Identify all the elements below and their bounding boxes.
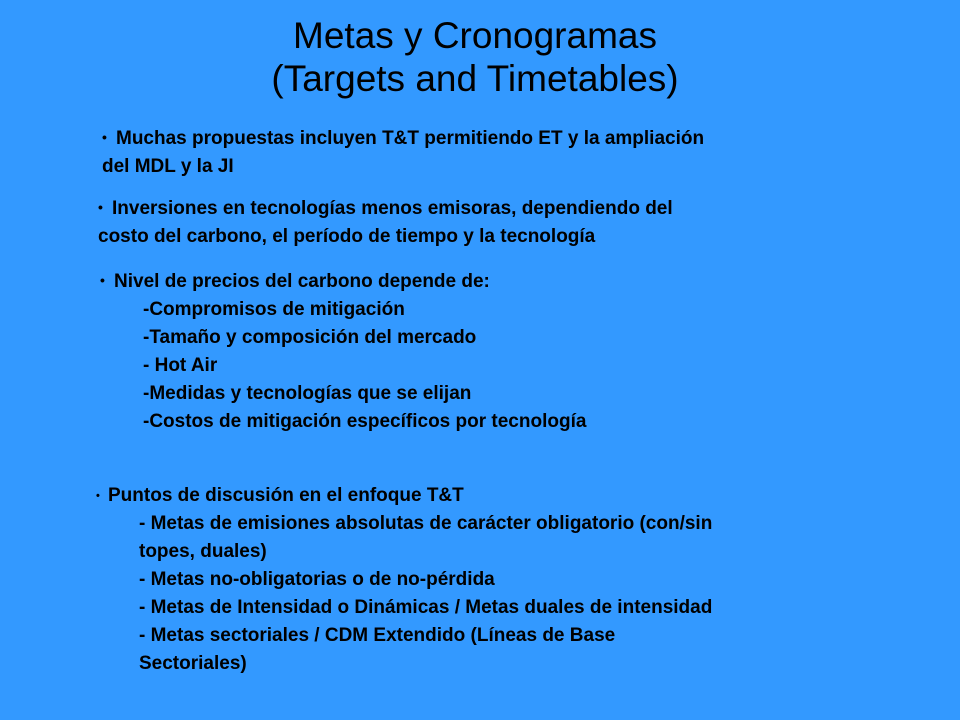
point-4-item: - Metas de emisiones absolutas de carácter obligatorio (con/sin	[139, 513, 713, 534]
slide-title	[0, 14, 960, 100]
bullet-point-4	[96, 482, 896, 678]
point-4-item: - Metas sectoriales / CDM Extendido (Líneas de Base	[139, 625, 616, 646]
point-1-line-2: del MDL y la JI	[102, 156, 234, 177]
point-2-line-2: costo del carbono, el período de tiempo y la tecnología	[98, 226, 596, 247]
point-3-item: -Tamaño y composición del mercado	[143, 327, 477, 348]
point-1-line-1: Muchas propuestas incluyen T&T permitiendo ET y la ampliación	[116, 128, 705, 149]
point-4-item-continuation: Sectoriales)	[139, 653, 247, 674]
bullet-point-3	[100, 266, 900, 436]
bullet-icon: •	[98, 199, 103, 215]
point-4-item: - Metas no-obligatorias o de no-pérdida	[139, 569, 495, 590]
point-4-item: - Metas de Intensidad o Dinámicas / Metas duales de intensidad	[139, 597, 713, 618]
point-2-line-1: Inversiones en tecnologías menos emisoras, dependiendo del	[112, 198, 673, 219]
point-4-item-continuation: topes, duales)	[139, 541, 267, 562]
point-3-item: - Hot Air	[143, 355, 218, 376]
point-3-item: -Compromisos de mitigación	[143, 299, 405, 320]
point-3-item: -Medidas y tecnologías que se elijan	[143, 383, 472, 404]
bullet-icon: •	[96, 490, 100, 502]
point-3-heading: Nivel de precios del carbono depende de:	[114, 271, 490, 292]
bullet-point-2	[98, 193, 898, 251]
point-4-heading: Puntos de discusión en el enfoque T&T	[108, 485, 464, 506]
point-3-item: -Costos de mitigación específicos por tecnología	[143, 411, 587, 432]
title-line-1: Metas y Cronogramas	[293, 15, 657, 56]
bullet-icon: •	[100, 272, 105, 288]
bullet-point-1	[102, 123, 902, 181]
bullet-icon: •	[102, 129, 107, 145]
title-line-2: (Targets and Timetables)	[271, 58, 679, 99]
